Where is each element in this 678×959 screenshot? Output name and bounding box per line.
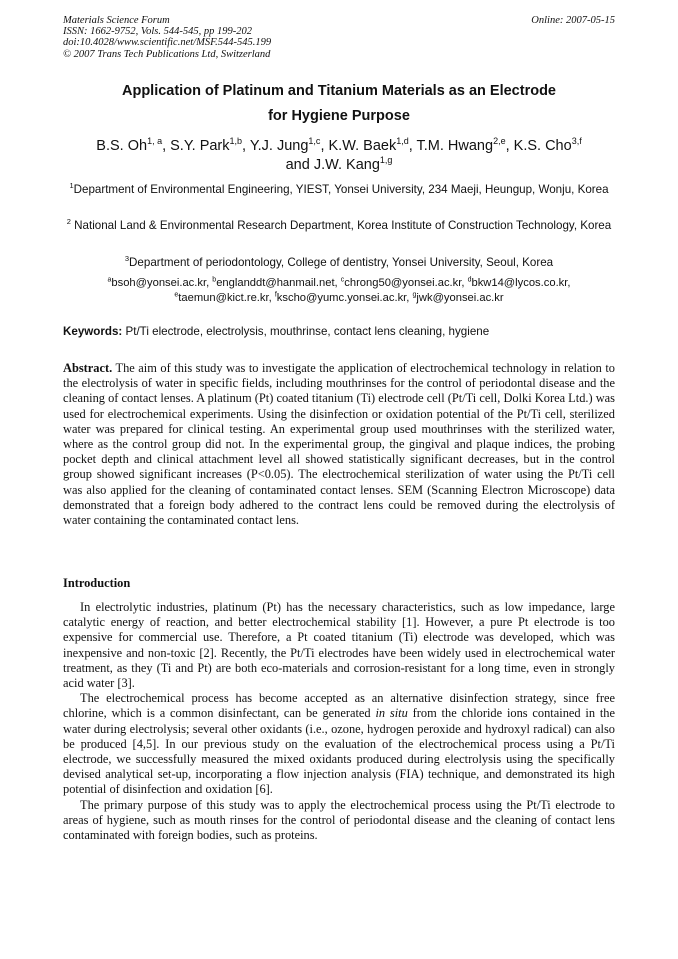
keywords-text: Pt/Ti electrode, electrolysis, mouthrinse, contact lens cleaning, hygiene — [122, 325, 490, 338]
title-line-1: Application of Platinum and Titanium Materials as an Electrode — [121, 83, 556, 99]
journal-name: Materials Science Forum — [63, 15, 170, 26]
email-link[interactable]: englanddt@hanmail.net, — [216, 277, 341, 289]
affiliation: $^1$Department of Environmental Engineering, YIEST, Yonsei University, 234 Maeji, Heungup, Wonju, Korea — [69, 181, 609, 196]
author-list: B.S. Oh$^{1, a}$, S.Y. Park$^{1,b}$, Y.J. Jung$^{1,c}$, K.W. Baek$^{1,d}$, T.M. Hwang$^{2,e}$, K.S. Cho$^{3,f}$ and J.W. Kang$^{1,g}$ — [96, 136, 582, 173]
author: Y.J. Jung$^{1,c}$ — [249, 136, 321, 154]
author: K.W. Baek$^{1,d}$ — [328, 136, 409, 154]
paragraph: In electrolytic industries, platinum (Pt) has the necessary characteristics, such as low impedance, large catalytic energy of reaction, and better electrochemical stability [1]. However, a pure Pt electrode is too expensive for commercial use. Therefore, a Pt coated titanium (Ti) electrode was developed, which was inexpensive and non-toxic [2]. Recently, the Pt/Ti electrodes have been widely used in electrochemical water treatment, as they (Ti and Pt) are both eco-materials and corrosion-resistant for a long time, even in strongly acid water [3]. — [63, 600, 615, 691]
author: T.M. Hwang$^{2,e}$ — [416, 136, 506, 154]
email-link[interactable]: bsoh@yonsei.ac.kr, — [111, 277, 213, 289]
doi-line: doi:10.4028/www.scientific.net/MSF.544-545.199 — [63, 37, 272, 49]
email-link[interactable]: taemun@kict.re.kr, — [178, 291, 275, 304]
paper-title — [63, 79, 615, 129]
abstract-label: Abstract. — [63, 361, 113, 375]
email-link[interactable]: bkw14@lycos.co.kr, — [471, 277, 571, 289]
author: J.W. Kang$^{1,g}$ — [313, 155, 393, 173]
author-emails: $^a$bsoh@yonsei.ac.kr, $^b$englanddt@hanmail.net, $^c$chrong50@yonsei.ac.kr, $^d$bkw14@lycos.co.kr, $^e$taemun@kict.re.kr, $^f$kscho@yumc.yonsei.ac.kr, $^g$jwk@yonsei.ac.kr — [107, 276, 571, 304]
abstract — [63, 361, 615, 528]
introduction-body — [63, 600, 615, 843]
section-heading: Introduction — [63, 576, 131, 590]
copyright-line: © 2007 Trans Tech Publications Ltd, Switzerland — [63, 48, 271, 60]
keywords-label: Keywords: — [63, 325, 123, 338]
paragraph: The electrochemical process has become accepted as an alternative disinfection strategy, since free chlorine, which is a common disinfectant, can be generated in situ from the chloride ions contained in the water during electrolysis; several other oxidants (i.e., ozone, hydrogen peroxide and hydroxyl radical) can also be produced [4,5]. In our previous study on the evaluation of the electrochemical process using a Pt/Ti electrode, we successfully measured the mixed oxidants produced during electrolysis using the specifically devised analytical set-up, incorporating a flow injection analysis (FIA) technique, and demonstrated its high potential of disinfection and oxidation [6]. — [63, 691, 616, 797]
email-link[interactable]: jwk@yonsei.ac.kr — [416, 291, 504, 304]
affiliation: $^3$Department of periodontology, College of dentistry, Yonsei University, Seoul, Korea — [124, 254, 554, 269]
email-link[interactable]: chrong50@yonsei.ac.kr, — [344, 277, 468, 289]
issn-line: ISSN: 1662-9752, Vols. 544-545, pp 199-202 — [63, 26, 252, 38]
online-date: Online: 2007-05-15 — [531, 15, 615, 26]
title-line-2: for Hygiene Purpose — [268, 108, 410, 124]
abstract-text: The aim of this study was to investigate the application of electrochemical technology in relation to the electrolysis of water in specific fields, including mouthrinses for the control of periodontal disease and the cleaning of contact lenses. A platinum (Pt) coated titanium (Ti) electrode cell (Pt/Ti cell, Dolki Korea Ltd.) was used for electrochemical experiments. Using the disinfection or oxidation potential of the Pt/Ti cell, sterilized water was prepared for clinical testing. An experimental group used mouthrinses with the sterilized water, where as the control group did not. In the experimental group, the gingival and plaque indices, the probing pocket depth and clinical attachment level all showed statistically significant decreases, but in the control group showed significant increases (P<0.05). The electrochemical sterilization of water using the Pt/Ti cell was also applied for the cleaning of contaminated contact lenses. SEM (Scanning Electron Microscope) data demonstrated that a foreign body adhered to the contract lens could be removed during the electrolysis of water containing the contaminated contact lens. — [63, 361, 615, 528]
affiliation: $^2$ National Land & Environmental Research Department, Korea Institute of Construction Technology, Korea — [66, 217, 612, 232]
author: S.Y. Park$^{1,b}$ — [170, 136, 243, 154]
keywords — [63, 325, 615, 338]
email-link[interactable]: kscho@yumc.yonsei.ac.kr, — [276, 291, 413, 304]
author: B.S. Oh$^{1, a}$ — [96, 136, 163, 154]
author: K.S. Cho$^{3,f}$ — [513, 136, 582, 154]
paragraph: The primary purpose of this study was to apply the electrochemical process using the Pt/Ti electrode to areas of hygiene, such as mouth rinses for the control of periodontal disease and the cleaning of contact lens contaminated with foreign bodies, such as proteins. — [63, 797, 615, 843]
page-header — [63, 15, 615, 60]
